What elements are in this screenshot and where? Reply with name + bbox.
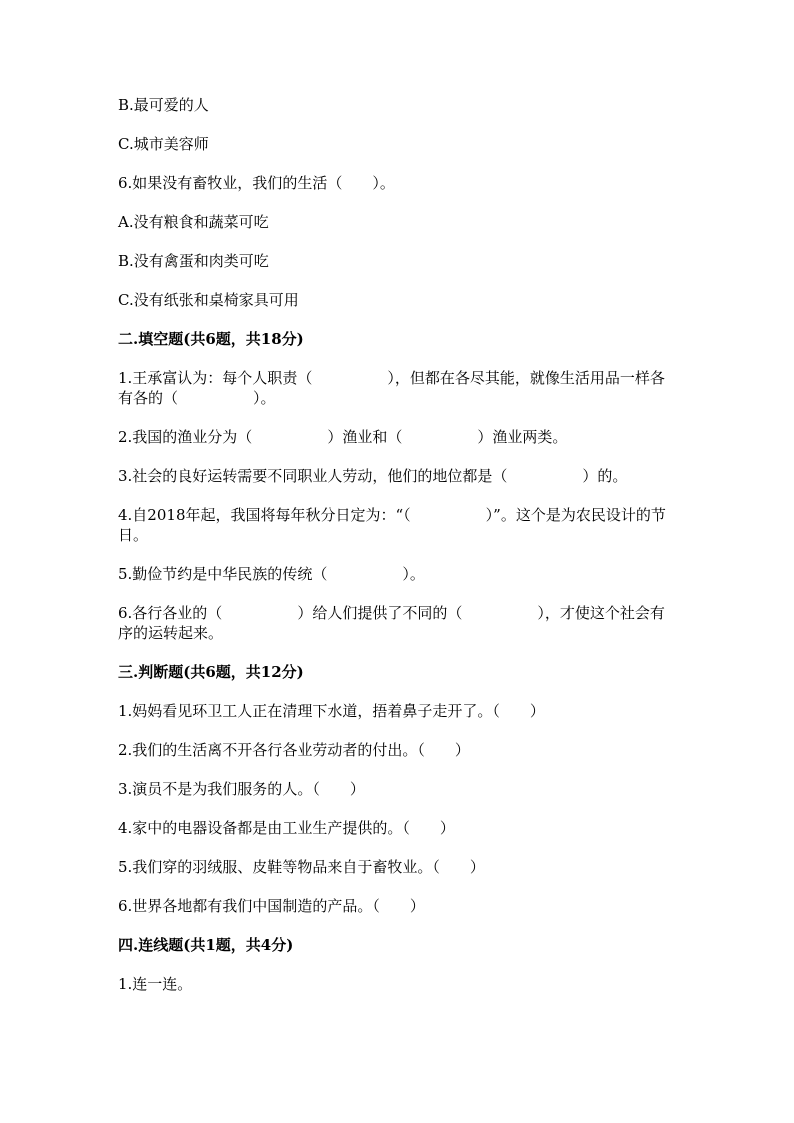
judge-item-3: 3.演员不是为我们服务的人。（ ） [118, 780, 365, 798]
judge-item-6: 6.世界各地都有我们中国制造的产品。（ ） [118, 897, 425, 915]
q5-option-c: C.城市美容师 [118, 135, 209, 153]
q6-option-b: B.没有禽蛋和肉类可吃 [118, 252, 269, 270]
q5-option-b: B.最可爱的人 [118, 96, 209, 114]
fill-blank-item-3: 3.社会的良好运转需要不同职业人劳动，他们的地位都是（ ）的。 [118, 467, 628, 485]
fill-blank-item-5: 5.勤俭节约是中华民族的传统（ ）。 [118, 565, 425, 583]
document-page [118, 95, 678, 1013]
section-3-title: 三.判断题(共6题，共12分) [118, 663, 304, 681]
judge-item-2: 2.我们的生活离不开各行各业劳动者的付出。（ ） [118, 741, 470, 759]
fill-blank-item-2: 2.我国的渔业分为（ ）渔业和（ ）渔业两类。 [118, 428, 568, 446]
fill-blank-item-4: 4.自2018年起，我国将每年秋分日定为：“（ ）”。这个是为农民设计的节日。 [118, 506, 666, 544]
judge-item-4: 4.家中的电器设备都是由工业生产提供的。（ ） [118, 819, 455, 837]
q6-option-a: A.没有粮食和蔬菜可吃 [118, 213, 269, 231]
section-4-title: 四.连线题(共1题，共4分) [118, 936, 294, 954]
fill-blank-item-1: 1.王承富认为：每个人职责（ ），但都在各尽其能，就像生活用品一样各有各的（ ）。 [118, 369, 665, 407]
q6-option-c: C.没有纸张和桌椅家具可用 [118, 291, 299, 309]
judge-item-5: 5.我们穿的羽绒服、皮鞋等物品来自于畜牧业。（ ） [118, 858, 485, 876]
section-2-title: 二.填空题(共6题，共18分) [118, 330, 304, 348]
judge-item-1: 1.妈妈看见环卫工人正在清理下水道，捂着鼻子走开了。（ ） [118, 702, 545, 720]
q6-stem: 6.如果没有畜牧业，我们的生活（ ）。 [118, 174, 395, 192]
matching-item-1: 1.连一连。 [118, 975, 193, 993]
fill-blank-item-6: 6.各行各业的（ ）给人们提供了不同的（ ），才使这个社会有序的运转起来。 [118, 604, 665, 642]
